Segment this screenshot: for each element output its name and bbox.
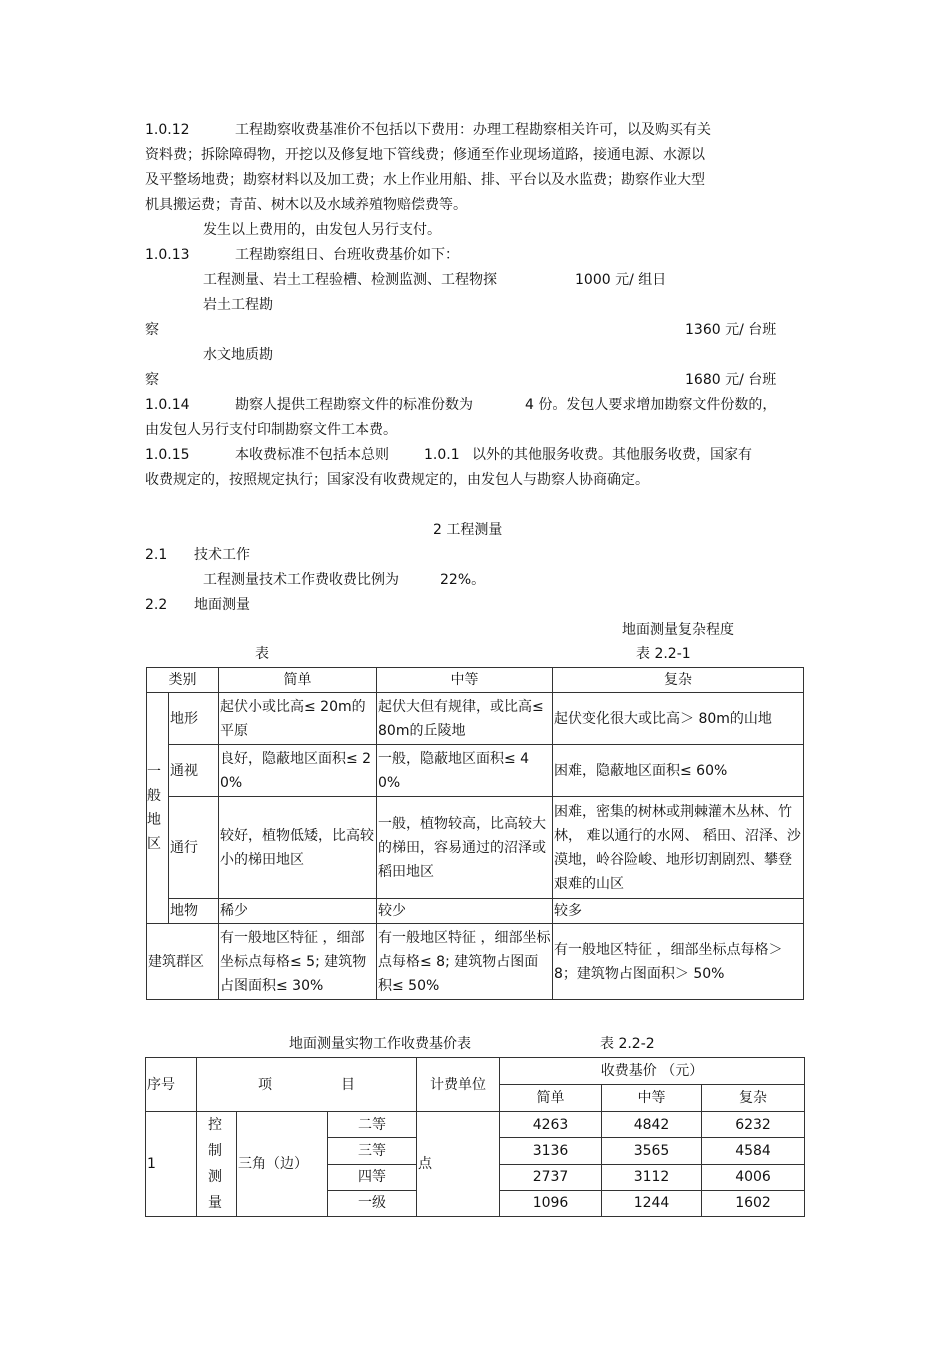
simple-cell: 较好，植物低矮，比高较小的梯田地区 <box>219 797 377 899</box>
simple-cell: 起伏小或比高≤ 20m的平原 <box>219 693 377 745</box>
paragraph-text: 工程测量技术工作费收费比例为 <box>203 572 399 588</box>
table-title: 地面测量实物工作收费基价表 <box>289 1036 471 1052</box>
clause-text: 4 份。发包人要求增加勘察文件份数的， <box>525 397 777 413</box>
rate-label: 察 <box>145 322 159 338</box>
clause-number: 1.0.13 <box>145 247 190 263</box>
price-cell: 3136 <box>500 1138 602 1164</box>
header-simple: 简单 <box>219 668 377 693</box>
medium-cell: 一般，隐蔽地区面积≤ 40% <box>377 745 553 797</box>
header-seq: 序号 <box>146 1058 197 1112</box>
header-price: 收费基价 （元） <box>500 1058 805 1085</box>
clause-text: 由发包人另行支付印制勘察文件工本费。 <box>145 422 397 438</box>
medium-cell: 有一般地区特征 ，细部坐标点每格≤ 8; 建筑物占图面积≤ 50% <box>377 924 553 1000</box>
simple-cell: 良好，隐蔽地区面积≤ 20% <box>219 745 377 797</box>
clause-text: 1.0.1 <box>424 447 460 463</box>
price-cell: 4842 <box>602 1112 702 1138</box>
sub-item-cell: 三角（边） <box>237 1112 328 1217</box>
group-general-area <box>147 693 169 924</box>
category-cell: 建筑群区 <box>147 924 219 1000</box>
clause-text: 机具搬运费；青苗、树木以及水域养殖物赔偿费等。 <box>145 197 467 213</box>
complex-cell: 有一般地区特征 ，细部坐标点每格＞ 8；建筑物占图面积＞ 50% <box>553 924 804 1000</box>
unit-cell: 点 <box>417 1112 500 1217</box>
price-cell: 4006 <box>702 1164 805 1190</box>
rate-label: 工程测量、岩土工程验槽、检测监测、工程物探 <box>203 272 497 288</box>
medium-cell: 一般，植物较高，比高较大的梯田，容易通过的沼泽或稻田地区 <box>377 797 553 899</box>
header-complex: 复杂 <box>553 668 804 693</box>
price-cell: 3565 <box>602 1138 702 1164</box>
price-cell: 6232 <box>702 1112 805 1138</box>
rate-value: 1680 元/ 台班 <box>685 372 777 388</box>
category-cell: 地物 <box>169 899 219 924</box>
price-cell: 1602 <box>702 1190 805 1216</box>
rate-value: 1360 元/ 台班 <box>685 322 777 338</box>
price-cell: 4584 <box>702 1138 805 1164</box>
clause-number: 1.0.12 <box>145 122 190 138</box>
seq-cell: 1 <box>146 1112 197 1217</box>
complexity-table <box>146 667 804 1000</box>
price-cell: 1096 <box>500 1190 602 1216</box>
clause-text: 工程勘察组日、台班收费基价如下： <box>235 247 459 263</box>
header-medium: 中等 <box>602 1085 702 1112</box>
table-number: 表 2.2-2 <box>600 1036 655 1052</box>
table-number: 表 2.2-1 <box>636 646 691 662</box>
header-unit: 计费单位 <box>417 1058 500 1112</box>
category-cell: 通行 <box>169 797 219 899</box>
header-item <box>197 1058 417 1112</box>
header-category: 类别 <box>147 668 219 693</box>
medium-cell: 较少 <box>377 899 553 924</box>
header-simple: 简单 <box>500 1085 602 1112</box>
clause-number: 1.0.14 <box>145 397 190 413</box>
price-table <box>145 1057 805 1217</box>
complex-cell: 起伏变化很大或比高＞ 80m的山地 <box>553 693 804 745</box>
clause-number: 1.0.15 <box>145 447 190 463</box>
rate-label: 水文地质勘 <box>203 347 273 363</box>
group-label: 一般地区 <box>147 764 161 852</box>
subsection-number: 2.1 <box>145 547 168 563</box>
grade-cell: 二等 <box>328 1112 417 1138</box>
clause-text: 及平整场地费；勘察材料以及加工费；水上作业用船、排、平台以及水监费；勘察作业大型 <box>145 172 705 188</box>
subsection-title: 技术工作 <box>194 547 250 563</box>
group-label: 控制测量 <box>208 1117 222 1211</box>
clause-text: 本收费标准不包括本总则 <box>235 447 389 463</box>
price-cell: 3112 <box>602 1164 702 1190</box>
rate-label: 岩土工程勘 <box>203 297 273 313</box>
grade-cell: 三等 <box>328 1138 417 1164</box>
rate-value: 1000 元/ 组日 <box>575 272 667 288</box>
complex-cell: 困难，密集的树林或荆棘灌木丛林、竹林， 难以通行的水网、 稻田、沼泽、沙漠地，岭谷险峻、地形切割剧烈、攀登艰难的山区 <box>553 797 804 899</box>
simple-cell: 有一般地区特征 ，细部坐标点每格≤ 5; 建筑物占图面积≤ 30% <box>219 924 377 1000</box>
header-item-b: 目 <box>340 1076 355 1093</box>
header-complex: 复杂 <box>702 1085 805 1112</box>
category-cell: 通视 <box>169 745 219 797</box>
rate-label: 察 <box>145 372 159 388</box>
subsection-number: 2.2 <box>145 597 168 613</box>
subsection-title: 地面测量 <box>194 597 250 613</box>
clause-text: 资料费；拆除障碍物，开挖以及修复地下管线费；修通至作业现场道路，接通电源、水源以 <box>145 147 705 163</box>
header-medium: 中等 <box>377 668 553 693</box>
clause-text: 发生以上费用的，由发包人另行支付。 <box>203 222 441 238</box>
paragraph-text: 22%。 <box>440 572 486 588</box>
price-cell: 2737 <box>500 1164 602 1190</box>
table-title: 表 <box>255 646 269 662</box>
clause-text: 以外的其他服务收费。其他服务收费，国家有 <box>472 447 752 463</box>
complex-cell: 困难，隐蔽地区面积≤ 60% <box>553 745 804 797</box>
grade-cell: 四等 <box>328 1164 417 1190</box>
grade-cell: 一级 <box>328 1190 417 1216</box>
medium-cell: 起伏大但有规律，或比高≤ 80m的丘陵地 <box>377 693 553 745</box>
clause-text: 收费规定的，按照规定执行；国家没有收费规定的，由发包人与勘察人协商确定。 <box>145 472 649 488</box>
header-item-a: 项 <box>258 1076 273 1093</box>
complex-cell: 较多 <box>553 899 804 924</box>
price-cell: 4263 <box>500 1112 602 1138</box>
clause-text: 工程勘察收费基准价不包括以下费用：办理工程勘察相关许可，以及购买有关 <box>235 122 711 138</box>
price-cell: 1244 <box>602 1190 702 1216</box>
group-cell <box>197 1112 237 1217</box>
clause-text: 勘察人提供工程勘察文件的标准份数为 <box>235 397 473 413</box>
section-title: 2 工程测量 <box>433 522 503 538</box>
table-title: 地面测量复杂程度 <box>622 622 734 638</box>
category-cell: 地形 <box>169 693 219 745</box>
simple-cell: 稀少 <box>219 899 377 924</box>
